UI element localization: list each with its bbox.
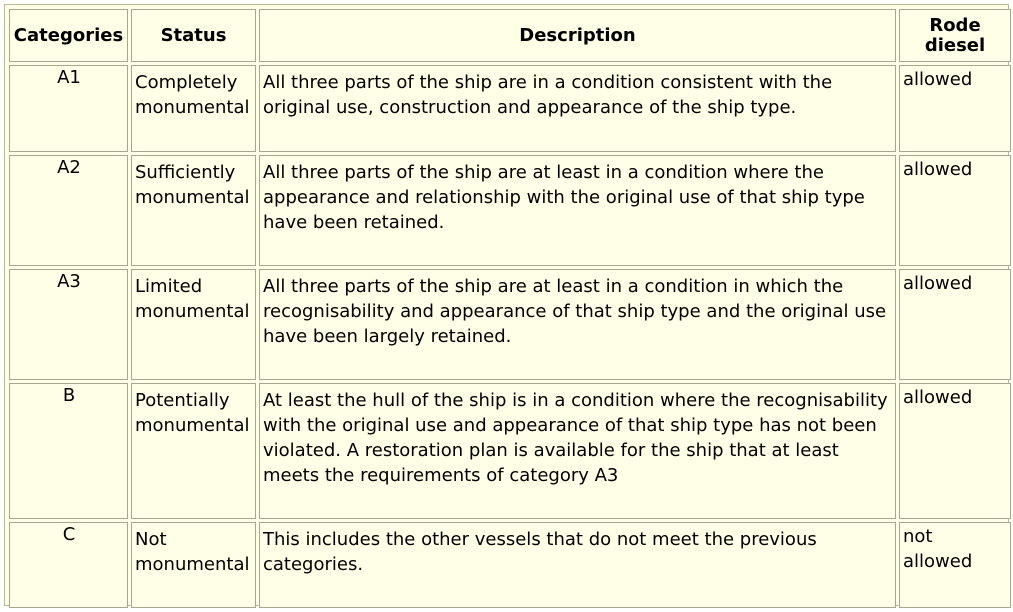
cell-category: B — [9, 383, 128, 519]
cell-status — [131, 522, 256, 608]
diesel-line1: not — [903, 526, 933, 547]
cell-status — [131, 155, 256, 266]
header-rode-diesel-line2: diesel — [924, 34, 986, 56]
cell-status — [131, 383, 256, 519]
table-row — [9, 522, 1011, 608]
diesel-line1: allowed — [903, 387, 973, 408]
cell-category: C — [9, 522, 128, 608]
cell-description: All three parts of the ship are at least in a condition in which the recognisability and appearance of that ship type and the original use have been largely retained. — [259, 269, 896, 380]
cell-status — [131, 269, 256, 380]
diesel-line2: allowed — [903, 551, 973, 572]
status-line1: Completely — [135, 72, 238, 93]
cell-rode-diesel — [899, 522, 1011, 608]
status-line1: Potentially — [135, 390, 230, 411]
cell-description: At least the hull of the ship is in a condition where the recognisability with the original use and appearance of that ship type has not been violated. A restoration plan is available for the ship that at least meets the requirements of category A3 — [259, 383, 896, 519]
table-row — [9, 65, 1011, 152]
ship-categories-table — [6, 6, 1013, 611]
table-frame — [4, 4, 1009, 606]
cell-description: All three parts of the ship are in a condition consistent with the original use, construction and appearance of the ship type. — [259, 65, 896, 152]
header-categories: Categories — [9, 9, 128, 62]
status-line2: monumental — [135, 301, 250, 322]
cell-rode-diesel — [899, 383, 1011, 519]
table-row — [9, 269, 1011, 380]
status-line2: monumental — [135, 415, 250, 436]
cell-category: A1 — [9, 65, 128, 152]
header-rode-diesel — [899, 9, 1011, 62]
header-rode-diesel-line1: Rode — [929, 14, 981, 36]
header-status: Status — [131, 9, 256, 62]
cell-category: A3 — [9, 269, 128, 380]
diesel-line1: allowed — [903, 69, 973, 90]
status-line2: monumental — [135, 97, 250, 118]
table-row — [9, 383, 1011, 519]
cell-description: All three parts of the ship are at least in a condition where the appearance and relationship with the original use of that ship type have been retained. — [259, 155, 896, 266]
cell-rode-diesel — [899, 269, 1011, 380]
cell-status — [131, 65, 256, 152]
cell-category: A2 — [9, 155, 128, 266]
status-line2: monumental — [135, 187, 250, 208]
status-line1: Limited — [135, 276, 203, 297]
cell-description: This includes the other vessels that do not meet the previous categories. — [259, 522, 896, 608]
header-row — [9, 9, 1011, 62]
status-line1: Sufficiently — [135, 162, 236, 183]
status-line2: monumental — [135, 554, 250, 575]
header-description: Description — [259, 9, 896, 62]
cell-rode-diesel — [899, 65, 1011, 152]
status-line1: Not — [135, 529, 167, 550]
diesel-line1: allowed — [903, 159, 973, 180]
diesel-line1: allowed — [903, 273, 973, 294]
table-row — [9, 155, 1011, 266]
cell-rode-diesel — [899, 155, 1011, 266]
